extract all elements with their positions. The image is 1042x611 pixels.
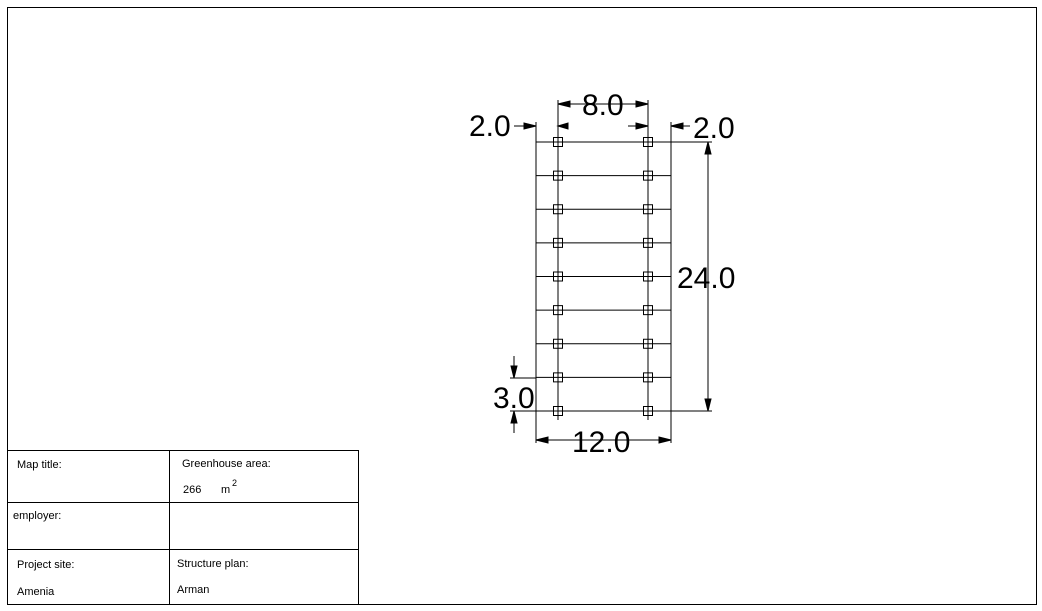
dim-label-post-spacing: 3.0 (493, 382, 535, 415)
dim-2-left-arrow (524, 123, 536, 129)
post-rows (536, 138, 671, 416)
dim-3-arrow-top (511, 366, 517, 378)
dim-12-arrow-right (659, 437, 671, 443)
area-unit: m (221, 484, 231, 496)
dim-2-right-inner-arrow (636, 123, 648, 129)
dim-24-arrow-bottom (705, 399, 711, 411)
dim-2-left-inner-arrow (558, 123, 568, 129)
title-block-frame (8, 451, 359, 605)
dim-label-bay-width: 8.0 (582, 89, 624, 122)
dim-label-overhang-left: 2.0 (469, 110, 511, 143)
project-site-value: Amenia (17, 586, 55, 598)
sheet-border (8, 8, 1037, 605)
title-block (8, 451, 359, 605)
dim-12-arrow-left (536, 437, 548, 443)
greenhouse-area-label: Greenhouse area: (182, 458, 271, 470)
area-unit-exponent: 2 (232, 478, 238, 488)
dim-2-right-arrow (671, 123, 683, 129)
structure-plan-label: Structure plan: (177, 558, 249, 570)
dim-label-length: 24.0 (677, 262, 736, 295)
map-title-label: Map title: (17, 459, 62, 471)
structure-plan-value: Arman (177, 584, 210, 596)
dim-label-overhang-right: 2.0 (693, 112, 735, 145)
dim-8-arrow-right (636, 101, 648, 107)
project-site-label: Project site: (17, 559, 75, 571)
dim-8-arrow-left (558, 101, 570, 107)
dim-label-total-width: 12.0 (572, 426, 631, 459)
greenhouse-area-value: 266 (183, 484, 202, 496)
employer-label: employer: (13, 510, 62, 522)
